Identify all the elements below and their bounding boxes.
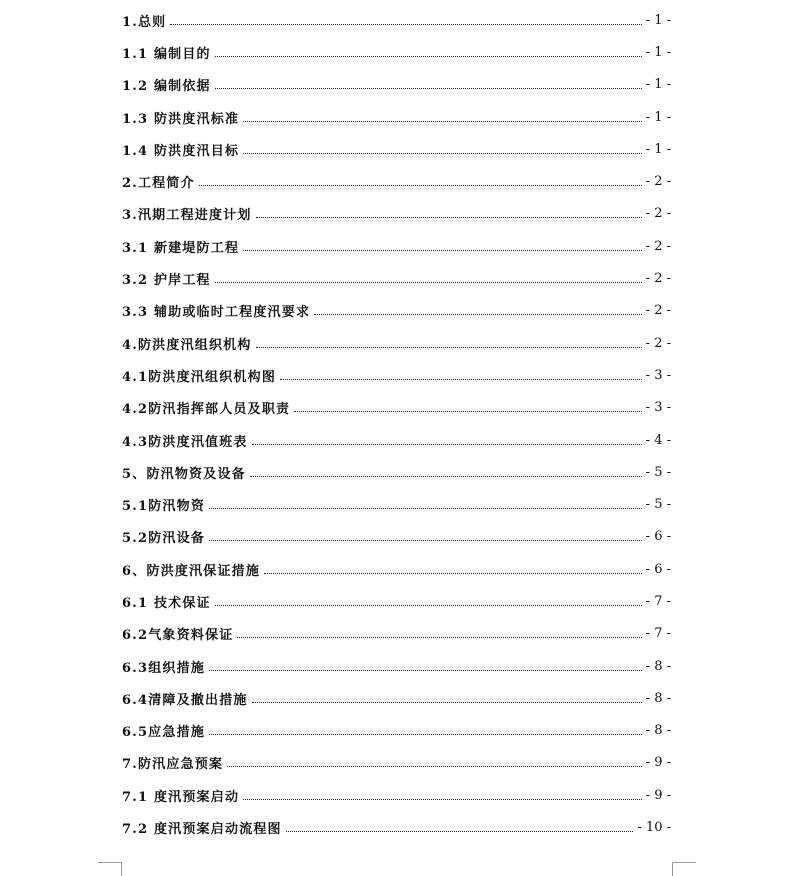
toc-dot-leader xyxy=(243,121,642,122)
page-corner-mark-right xyxy=(672,862,696,876)
toc-entry[interactable] xyxy=(122,392,671,424)
toc-dot-leader xyxy=(209,540,642,541)
toc-entry[interactable] xyxy=(122,618,671,650)
toc-dot-leader xyxy=(264,573,642,574)
toc-entry-title: 4.防洪度汛组织机构 xyxy=(122,337,252,353)
toc-entry-page: - 1 - xyxy=(645,77,671,93)
toc-entry[interactable] xyxy=(122,650,671,682)
toc-entry-page: - 10 - xyxy=(637,820,671,836)
toc-dot-leader xyxy=(243,153,642,154)
toc-entry[interactable] xyxy=(122,101,671,133)
toc-entry-title: 1.2 编制依据 xyxy=(122,79,211,95)
toc-entry-page: - 3 - xyxy=(645,400,671,416)
toc-dot-leader xyxy=(237,637,641,638)
toc-dot-leader xyxy=(215,605,642,606)
toc-entry-title: 5、防汛物资及设备 xyxy=(122,466,246,482)
table-of-contents xyxy=(122,4,671,844)
toc-entry-page: - 9 - xyxy=(645,787,671,803)
toc-entry[interactable] xyxy=(122,133,671,165)
toc-entry[interactable] xyxy=(122,165,671,197)
toc-entry-title: 3.3 辅助或临时工程度汛要求 xyxy=(122,305,311,321)
toc-entry-page: - 2 - xyxy=(645,335,671,351)
toc-entry-title: 1.3 防洪度汛标准 xyxy=(122,111,240,127)
toc-dot-leader xyxy=(215,88,642,89)
toc-entry-page: - 1 - xyxy=(645,44,671,60)
toc-entry[interactable] xyxy=(122,359,671,391)
toc-entry-page: - 2 - xyxy=(645,174,671,190)
toc-dot-leader xyxy=(209,670,642,671)
toc-entry-page: - 8 - xyxy=(645,723,671,739)
toc-entry-page: - 5 - xyxy=(645,464,671,480)
toc-entry-title: 1.1 编制目的 xyxy=(122,46,211,62)
toc-entry-page: - 7 - xyxy=(645,626,671,642)
toc-entry[interactable] xyxy=(122,553,671,585)
toc-dot-leader xyxy=(243,799,642,800)
toc-entry-page: - 2 - xyxy=(645,303,671,319)
toc-entry-title: 6、防洪度汛保证措施 xyxy=(122,563,261,579)
toc-entry-title: 5.1防汛物资 xyxy=(122,499,206,515)
toc-dot-leader xyxy=(252,702,642,703)
toc-entry-page: - 2 - xyxy=(645,271,671,287)
toc-entry-title: 1.4 防洪度汛目标 xyxy=(122,143,240,159)
toc-entry[interactable] xyxy=(122,521,671,553)
toc-dot-leader xyxy=(170,24,641,25)
toc-entry-title: 4.2防汛指挥部人员及职责 xyxy=(122,402,291,418)
toc-entry-title: 1.总则 xyxy=(122,14,167,30)
toc-entry[interactable] xyxy=(122,682,671,714)
toc-dot-leader xyxy=(294,411,641,412)
page-corner-mark-left xyxy=(98,862,122,876)
toc-entry-page: - 6 - xyxy=(645,529,671,545)
toc-dot-leader xyxy=(243,250,642,251)
toc-entry[interactable] xyxy=(122,36,671,68)
toc-entry-title: 3.2 护岸工程 xyxy=(122,273,211,289)
toc-entry[interactable] xyxy=(122,811,671,843)
toc-entry-page: - 3 - xyxy=(645,367,671,383)
toc-entry-title: 6.2气象资料保证 xyxy=(122,628,234,644)
toc-entry[interactable] xyxy=(122,585,671,617)
toc-entry-page: - 7 - xyxy=(645,593,671,609)
toc-entry[interactable] xyxy=(122,327,671,359)
toc-entry-page: - 6 - xyxy=(645,561,671,577)
toc-entry-page: - 5 - xyxy=(645,497,671,513)
toc-dot-leader xyxy=(199,185,642,186)
toc-entry-page: - 2 - xyxy=(645,238,671,254)
toc-entry-page: - 1 - xyxy=(645,12,671,28)
toc-entry-title: 4.1防洪度汛组织机构图 xyxy=(122,369,277,385)
toc-entry[interactable] xyxy=(122,779,671,811)
toc-entry[interactable] xyxy=(122,424,671,456)
toc-entry[interactable] xyxy=(122,262,671,294)
toc-entry-page: - 1 - xyxy=(645,109,671,125)
toc-entry[interactable] xyxy=(122,456,671,488)
toc-entry-title: 4.3防洪度汛值班表 xyxy=(122,434,248,450)
toc-entry[interactable] xyxy=(122,715,671,747)
toc-entry-title: 6.5应急措施 xyxy=(122,725,206,741)
toc-entry-title: 5.2防汛设备 xyxy=(122,531,206,547)
toc-entry-page: - 1 - xyxy=(645,141,671,157)
toc-entry-page: - 4 - xyxy=(645,432,671,448)
toc-dot-leader xyxy=(256,347,642,348)
toc-entry-title: 7.1 度汛预案启动 xyxy=(122,789,240,805)
toc-entry-title: 7.防汛应急预案 xyxy=(122,757,224,773)
toc-entry[interactable] xyxy=(122,230,671,262)
toc-dot-leader xyxy=(314,314,642,315)
toc-entry-title: 3.1 新建堤防工程 xyxy=(122,240,240,256)
toc-dot-leader xyxy=(215,282,642,283)
toc-entry[interactable] xyxy=(122,295,671,327)
toc-dot-leader xyxy=(209,508,642,509)
toc-entry-title: 7.2 度汛预案启动流程图 xyxy=(122,822,282,838)
toc-dot-leader xyxy=(280,379,642,380)
toc-entry-page: - 8 - xyxy=(645,690,671,706)
toc-dot-leader xyxy=(286,831,634,832)
toc-entry[interactable] xyxy=(122,747,671,779)
toc-entry-title: 6.1 技术保证 xyxy=(122,595,211,611)
toc-entry-page: - 9 - xyxy=(645,755,671,771)
toc-entry[interactable] xyxy=(122,4,671,36)
toc-dot-leader xyxy=(209,734,642,735)
toc-entry-title: 2.工程简介 xyxy=(122,176,195,192)
toc-entry-title: 6.3组织措施 xyxy=(122,660,206,676)
toc-entry[interactable] xyxy=(122,69,671,101)
toc-entry-title: 3.汛期工程进度计划 xyxy=(122,208,252,224)
toc-dot-leader xyxy=(227,766,642,767)
toc-entry-title: 6.4清障及撤出措施 xyxy=(122,692,248,708)
toc-entry[interactable] xyxy=(122,488,671,520)
toc-dot-leader xyxy=(250,476,642,477)
toc-dot-leader xyxy=(215,56,642,57)
toc-entry-page: - 8 - xyxy=(645,658,671,674)
toc-dot-leader xyxy=(252,444,642,445)
toc-entry[interactable] xyxy=(122,198,671,230)
toc-entry-page: - 2 - xyxy=(645,206,671,222)
toc-dot-leader xyxy=(256,217,642,218)
